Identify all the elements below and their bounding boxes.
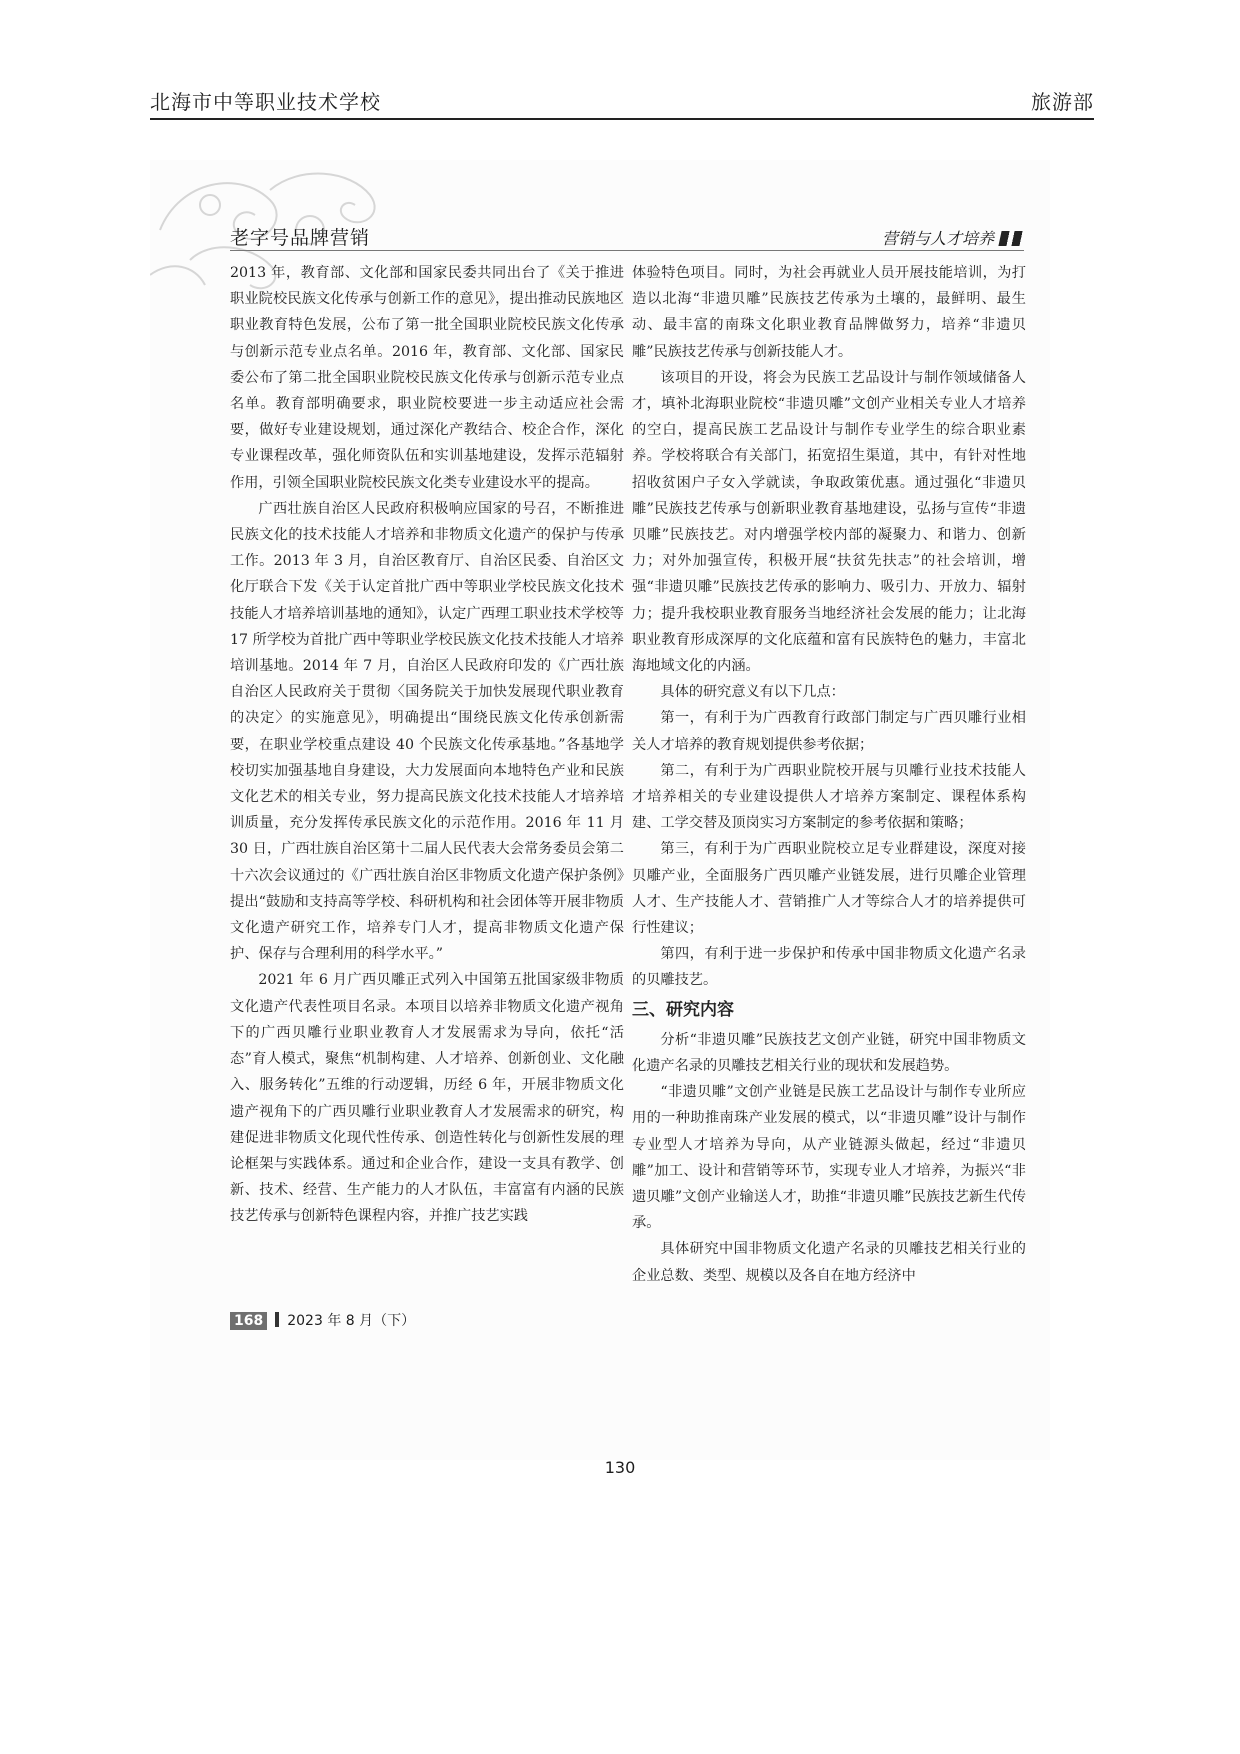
paragraph: 2013 年，教育部、文化部和国家民委共同出台了《关于推进职业院校民族文化传承与创新工作的意见》，提出推动民族地区职业教育特色发展，公布了第一批全国职业院校民族文化传承与创新示范专业点名单。2016 年，教育部、文化部、国家民委公布了第二批全国职业院校民族文化传承与创新示范专业点名单。教育部明确要求，职业院校要进一步主动适应社会需要，做好专业建设规划，通过深化产教结合、校企合作，深化专业课程改革，强化师资队伍和实训基地建设，发挥示范辐射作用，引领全国职业院校民族文化类专业建设水平的提高。 [230, 265, 624, 491]
paragraph: 具体研究中国非物质文化遗产名录的贝雕技艺相关行业的企业总数、类型、规模以及各自在地方经济中 [632, 1241, 1026, 1284]
scanned-magazine-page [150, 160, 1050, 1460]
magazine-section-left: 老字号品牌营销 [230, 227, 371, 249]
paragraph: “非遗贝雕”文创产业链是民族工艺品设计与制作专业所应用的一种助推南珠产业发展的模式，以“非遗贝雕”设计与制作专业型人才培养为导向，从产业链源头做起，经过“非遗贝雕”加工、设计和营销等环节，实现专业人才培养，为振兴“非遗贝雕”文创产业输送人才，助推“非遗贝雕”民族技艺新生代传承。 [632, 1084, 1026, 1232]
page-number: 130 [604, 1458, 636, 1477]
paragraph: 具体的研究意义有以下几点： [660, 684, 845, 701]
paragraph: 第四，有利于进一步保护和传承中国非物质文化遗产名录的贝雕技艺。 [632, 946, 1026, 989]
document-header [150, 84, 1094, 120]
right-column [632, 260, 1026, 1289]
magazine-section-right [882, 226, 1024, 249]
header-rule [230, 250, 1024, 251]
paragraph: 体验特色项目。同时，为社会再就业人员开展技能培训，为打造以北海“非遗贝雕”民族技艺传承为土壤的，最鲜明、最生动、最丰富的南珠文化职业教育品牌做努力，培养“非遗贝雕”民族技艺传承与创新技能人才。 [632, 265, 1026, 360]
paragraph: 第三，有利于为广西职业院校立足专业群建设，深度对接贝雕产业，全面服务广西贝雕产业链发展，进行贝雕企业管理人才、生产技能人才、营销推广人才等综合人才的培养提供可行性建议； [632, 841, 1026, 937]
paragraph: 广西壮族自治区人民政府积极响应国家的号召，不断推进民族文化的技术技能人才培养和非物质文化遗产的保护与传承工作。2013 年 3 月，自治区教育厅、自治区民委、自治区文化厅联合下发《关于认定首批广西中等职业学校民族文化技术技能人才培养培训基地的通知》，认定广西理工职业技术学校等 17 所学校为首批广西中等职业学校民族文化技术技能人才培养培训基地。2014 年 7 月，自治区人民政府印发的《广西壮族自治区人民政府关于贯彻〈国务院关于加快发展现代职业教育的决定〉的实施意见》，明确提出“围绕民族文化传承创新需要，在职业学校重点建设 40 个民族文化传承基地。”各基地学校切实加强基地自身建设，大力发展面向本地特色产业和民族文化艺术的相关专业，努力提高民族文化技术技能人才培养培训质量，充分发挥传承民族文化的示范作用。2016 年 11 月 30 日，广西壮族自治区第十二届人民代表大会常务委员会第二十六次会议通过的《广西壮族自治区非物质文化遗产保护条例》提出“鼓励和支持高等学校、科研机构和社会团体等开展非物质文化遗产研究工作，培养专门人才，提高非物质文化遗产保护、保存与合理利用的科学水平。” [230, 500, 624, 963]
left-column [230, 260, 624, 1230]
magazine-page-number: 168 [230, 1312, 267, 1330]
magazine-section-right-label: 营销与人才培养 [881, 229, 994, 248]
paragraph: 第一，有利于为广西教育行政部门制定与广西贝雕行业相关人才培养的教育规划提供参考依据； [632, 710, 1026, 753]
section-heading: 三、研究内容 [632, 999, 734, 1020]
paragraph: 分析“非遗贝雕”民族技艺文创产业链，研究中国非物质文化遗产名录的贝雕技艺相关行业的现状和发展趋势。 [632, 1031, 1026, 1074]
paragraph: 2021 年 6 月广西贝雕正式列入中国第五批国家级非物质文化遗产代表性项目名录。本项目以培养非物质文化遗产视角下的广西贝雕行业职业教育人才发展需求为导向，依托“活态”育人模式，聚焦“机制构建、人才培养、创新创业、文化融入、服务转化”五维的行动逻辑，历经 6 年，开展非物质文化遗产视角下的广西贝雕行业职业教育人才发展需求的研究，构建促进非物质文化现代性传承、创造性转化与创新性发展的理论框架与实践体系。通过和企业合作，建设一支具有教学、创新、技术、经营、生产能力的人才队伍，丰富富有内涵的民族技艺传承与创新特色课程内容，并推广技艺实践 [230, 972, 624, 1225]
magazine-issue-date: 2023 年 8 月（下） [287, 1313, 416, 1329]
footer-separator [275, 1312, 279, 1327]
paragraph: 该项目的开设，将会为民族工艺品设计与制作领域储备人才，填补北海职业院校“非遗贝雕”文创产业相关专业人才培养的空白，提高民族工艺品设计与制作专业学生的综合职业素养。学校将联合有关部门，拓宽招生渠道，其中，有针对性地招收贫困户子女入学就读，争取政策优惠。通过强化“非遗贝雕”民族技艺传承与创新职业教育基地建设，弘扬与宣传“非遗贝雕”民族技艺。对内增强学校内部的凝聚力、和谐力、创新力；对外加强宣传，积极开展“扶贫先扶志”的社会培训，增强“非遗贝雕”民族技艺传承的影响力、吸引力、开放力、辐射力；提升我校职业教育服务当地经济社会发展的能力；让北海职业教育形成深厚的文化底蕴和富有民族特色的魅力，丰富北海地域文化的内涵。 [632, 369, 1026, 675]
paragraph: 第二，有利于为广西职业院校开展与贝雕行业技术技能人才培养相关的专业建设提供人才培养方案制定、课程体系构建、工学交替及顶岗实习方案制定的参考依据和策略； [632, 762, 1026, 832]
section-bars-icon [998, 231, 1025, 246]
magazine-footer [230, 1310, 415, 1330]
department-name: 旅游部 [1031, 90, 1094, 114]
school-name: 北海市中等职业技术学校 [150, 90, 381, 114]
